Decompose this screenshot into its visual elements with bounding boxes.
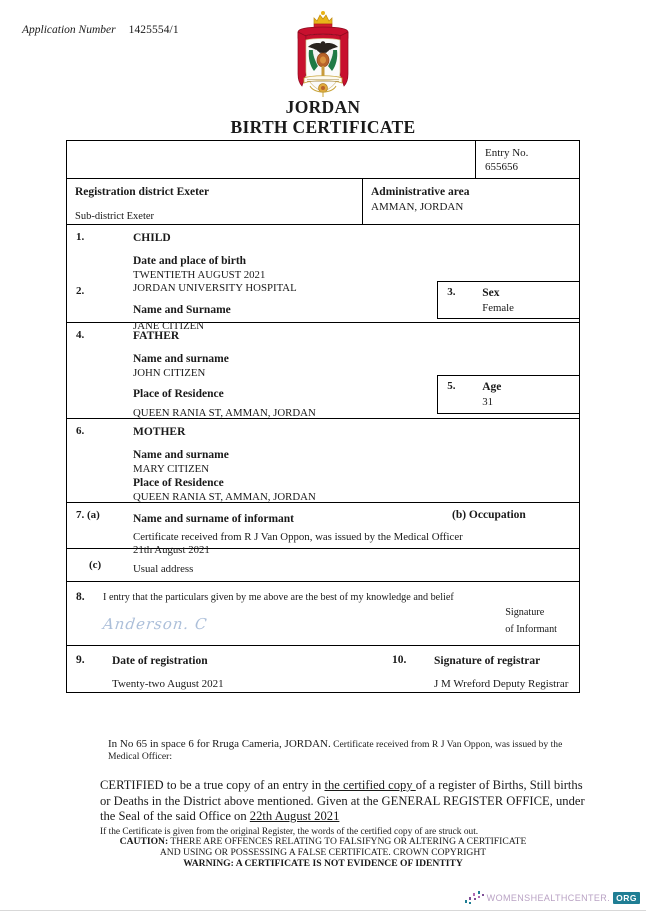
administrative-area-label: Administrative area xyxy=(371,186,470,198)
father-section-row xyxy=(67,323,579,419)
father-item-number: 4. xyxy=(76,329,85,341)
usual-address-label: Usual address xyxy=(133,563,194,575)
sex-value: Female xyxy=(482,302,514,314)
entry-no-label: Entry No. xyxy=(485,147,529,159)
application-number-value: 1425554/1 xyxy=(128,24,179,36)
mother-section-row xyxy=(67,419,579,503)
child-section-row xyxy=(67,225,579,332)
registrar-signature-label: Signature of registrar xyxy=(434,655,541,667)
father-name-label: Name and surname xyxy=(133,353,229,365)
mother-residence-value: QUEEN RANIA ST, AMMAN, JORDAN xyxy=(133,491,316,503)
father-heading: FATHER xyxy=(133,330,180,342)
registration-details-row xyxy=(67,646,579,692)
caution-label: CAUTION: xyxy=(119,836,169,847)
certified-underline-date: 22th August 2021 xyxy=(249,809,340,823)
child-dob-label: Date and place of birth xyxy=(133,255,247,267)
signature-label-line2: of Informant xyxy=(505,624,557,635)
entry-no-cell xyxy=(476,141,579,178)
age-label: Age xyxy=(482,381,502,393)
signature-of-informant-label xyxy=(505,604,557,638)
age-value: 31 xyxy=(482,396,493,408)
caution-line-1 xyxy=(0,836,646,847)
bottom-divider xyxy=(0,910,646,911)
note-line1-sub: Certificate received from R J Van Oppon, was issued by the xyxy=(333,739,563,750)
mother-item-number: 6. xyxy=(76,425,85,437)
registration-district-label: Registration district Exeter xyxy=(75,186,210,198)
registrar-item-number: 10. xyxy=(392,654,407,666)
registration-district-row xyxy=(67,179,579,225)
application-number-label: Application Number xyxy=(22,24,116,36)
sex-item-number: 3. xyxy=(447,286,456,298)
medical-officer-note xyxy=(108,738,588,763)
crest-container xyxy=(0,8,646,107)
father-residence-value: QUEEN RANIA ST, AMMAN, JORDAN xyxy=(133,407,316,419)
caution-line-2: AND USING OR POSSESSING A FALSE CERTIFICATE. CROWN COPYRIGHT xyxy=(159,847,487,858)
administrative-area-cell xyxy=(363,179,579,224)
document-title xyxy=(0,97,646,137)
certified-statement xyxy=(100,778,588,838)
mother-residence-label: Place of Residence xyxy=(133,477,224,489)
certified-part-b: of a register of Births, Still births or Deaths in the District above mentioned. Given at the GENERAL REGISTER OFFICE, under the Seal of the said Office on xyxy=(100,778,585,823)
declaration-item-number: 8. xyxy=(76,591,85,603)
mother-name-label: Name and surname xyxy=(133,449,229,461)
sub-district-label: Sub-district Exeter xyxy=(75,211,155,222)
informant-section-row xyxy=(67,503,579,556)
informant-signature: Anderson. C xyxy=(102,615,209,633)
child-name-item-number: 2. xyxy=(76,285,85,297)
usual-address-row xyxy=(67,549,579,582)
title-country: JORDAN xyxy=(285,97,361,117)
dots-logo-icon xyxy=(465,891,487,905)
administrative-area-value: AMMAN, JORDAN xyxy=(371,201,464,213)
informant-name-label: Name and surname of informant xyxy=(133,513,294,525)
title-doctype: BIRTH CERTIFICATE xyxy=(230,117,416,137)
warning-line: WARNING: A CERTIFICATE IS NOT EVIDENCE OF IDENTITY xyxy=(183,858,463,869)
age-item-number: 5. xyxy=(447,380,456,392)
certified-part-a: CERTIFIED to be a true copy of an entry in xyxy=(100,778,325,792)
date-of-registration-label: Date of registration xyxy=(112,655,208,667)
mother-name-value: MARY CITIZEN xyxy=(133,463,210,475)
note-line2: Medical Officer: xyxy=(108,751,173,762)
certified-underline-copy: the certified copy xyxy=(324,778,416,792)
mother-heading: MOTHER xyxy=(133,426,186,438)
child-birthplace-value: JORDAN UNIVERSITY HOSPITAL xyxy=(133,282,297,294)
informant-item-number: 7. (a) xyxy=(76,509,100,521)
informant-occupation-label: (b) Occupation xyxy=(452,509,526,521)
entry-no-row xyxy=(67,141,579,179)
declaration-text: I entry that the particulars given by me above are the best of my knowledge and belief xyxy=(103,592,454,603)
signature-label-line1: Signature xyxy=(505,607,545,618)
registrar-signature-value: J M Wreford Deputy Registrar xyxy=(434,678,569,690)
child-item-number: 1. xyxy=(76,231,85,243)
child-name-value: JANE CITIZEN xyxy=(133,320,205,332)
informant-line1: Certificate received from R J Van Oppon, was issued by the Medical Officer xyxy=(133,531,463,543)
jordan-coat-of-arms-icon xyxy=(284,8,362,102)
child-heading: CHILD xyxy=(133,232,171,244)
watermark-logo xyxy=(465,890,640,906)
declaration-row xyxy=(67,582,579,646)
registration-district-cell xyxy=(67,179,363,224)
father-name-value: JOHN CITIZEN xyxy=(133,367,206,379)
date-of-registration-item-number: 9. xyxy=(76,654,85,666)
father-residence-label: Place of Residence xyxy=(133,388,224,400)
watermark-badge: ORG xyxy=(613,892,640,904)
date-of-registration-value: Twenty-two August 2021 xyxy=(112,678,224,690)
sex-label: Sex xyxy=(482,287,500,299)
entry-blank-cell xyxy=(67,141,476,178)
note-line1-main: In No 65 in space 6 for Rruga Cameria, JORDAN. xyxy=(108,738,331,750)
caution-block xyxy=(0,836,646,869)
child-dob-value: TWENTIETH AUGUST 2021 xyxy=(133,269,266,281)
informant-line2: 21th August 2021 xyxy=(133,544,210,556)
caution-text-1: THERE ARE OFFENCES RELATING TO FALSIFYNG OR ALTERING A CERTIFICATE xyxy=(168,836,527,847)
father-age-box xyxy=(437,375,580,414)
sex-box xyxy=(437,281,580,319)
certified-fineprint: If the Certificate is given from the original Register, the words of the certified copy of are struck out. xyxy=(100,826,479,837)
entry-no-value: 655656 xyxy=(485,161,518,173)
watermark-text: WOMENSHEALTHCENTER. xyxy=(486,893,611,903)
child-name-label: Name and Surname xyxy=(133,304,231,316)
certificate-table xyxy=(66,140,580,693)
usual-address-item-number: (c) xyxy=(89,559,102,571)
